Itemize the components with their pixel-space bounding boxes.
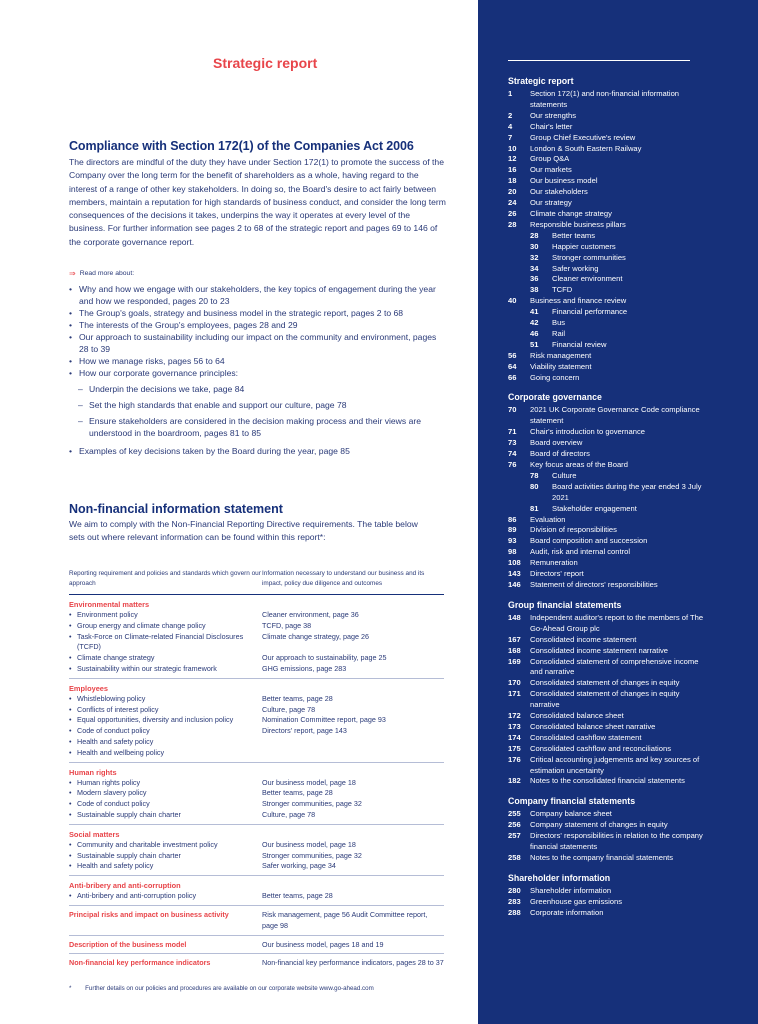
toc-item[interactable]	[508, 176, 708, 187]
toc-item-label: Consolidated income statement narrative	[530, 645, 669, 655]
section-environment	[69, 595, 444, 679]
toc-item-label: Rail	[552, 328, 566, 338]
policy-cell: • Health and wellbeing policy	[69, 748, 262, 759]
toc-page-number: 2	[508, 110, 513, 120]
toc-item-label: Consolidated statement of comprehensive income and narrative	[530, 656, 699, 677]
reference-cell: Climate change strategy, page 26	[262, 631, 369, 641]
toc-item-label: Directors' responsibilities in relation to the company financial statements	[530, 831, 703, 852]
compliance-intro: The directors are mindful of the duty they have under Section 172(1) to promote the success of the Company over the long term for the benefit of shareholders as a whole, having regard to the interest of a range of other key stakeholders. In doing so, the Board's desire to act fairly between members, maintain a reputation for high standards of business conduct, and consider the long term consequences of the decisions it takes, underpins the way it operates at every level of the business. For further information see pages 2 to 68 of the strategic report and pages 69 to 146 of the corporate governance report.	[69, 157, 446, 247]
toc-item[interactable]	[508, 329, 708, 340]
sub-list-item: – Set the high standards that enable and support our culture, page 78	[69, 399, 447, 411]
toc-item[interactable]	[508, 144, 708, 155]
table-row	[69, 621, 444, 632]
toc-item[interactable]	[508, 657, 708, 679]
toc-page-number: 71	[508, 427, 517, 437]
table-row	[69, 910, 444, 932]
list-item: • The interests of the Group's employees, pages 28 and 29	[69, 319, 447, 331]
read-more-arrow-icon: ⇒	[69, 269, 76, 278]
section-business-model	[69, 936, 444, 955]
toc-item[interactable]	[508, 558, 708, 569]
toc-item[interactable]	[508, 733, 708, 744]
toc-item-label: Board overview	[530, 438, 583, 448]
toc-item[interactable]	[508, 111, 708, 122]
toc-item-label: Notes to the company financial statements	[530, 853, 674, 862]
reference-cell: TCFD, page 38	[262, 620, 312, 630]
toc-page-number: 51	[530, 339, 539, 349]
toc-item-label: Evaluation	[530, 514, 566, 524]
reference-cell: Non-financial key performance indicators, pages 28 to 37	[262, 958, 444, 968]
toc-item[interactable]	[508, 853, 708, 864]
reference-cell	[262, 737, 444, 748]
toc-page-number: 10	[508, 143, 517, 153]
toc-item-label: Culture	[552, 470, 577, 480]
section-principal-risks	[69, 906, 444, 936]
toc-page-number: 146	[508, 579, 521, 589]
reference-cell	[262, 748, 444, 759]
toc-page-number: 34	[530, 263, 539, 273]
toc-page-number: 256	[508, 820, 521, 830]
toc-page-number: 42	[530, 318, 539, 328]
toc-section-title: Group financial statements	[508, 599, 622, 610]
policy-cell: • Human rights policy	[69, 778, 262, 789]
reference-cell: Cleaner environment, page 36	[262, 610, 359, 619]
table-header	[69, 569, 444, 595]
toc-item[interactable]	[508, 547, 708, 558]
compliance-bullet-list	[69, 283, 447, 457]
policy-cell: • Anti-bribery and anti-corruption policy	[69, 891, 262, 902]
section-human-rights	[69, 763, 444, 825]
toc-item-label: Our business model	[530, 176, 598, 186]
toc-page-number: 258	[508, 853, 521, 862]
toc-item-label: Responsible business pillars	[530, 219, 626, 229]
list-item: • Examples of key decisions taken by the Board during the year, page 85	[69, 445, 447, 457]
toc-section-governance	[508, 391, 708, 590]
toc-section-title: Corporate governance	[508, 392, 602, 403]
read-more	[69, 269, 134, 278]
toc-page-number: 30	[530, 241, 539, 251]
toc-item[interactable]	[508, 613, 708, 635]
toc-page-number: 40	[508, 296, 517, 306]
toc-page-number: 255	[508, 809, 521, 819]
toc-item-label: Group Q&A	[530, 154, 570, 164]
table-row	[69, 653, 444, 664]
footnote-marker: *	[69, 985, 72, 992]
toc-page-number: 169	[508, 656, 521, 666]
toc-item-label: Greenhouse gas emissions	[530, 896, 623, 906]
toc-item[interactable]	[508, 755, 708, 777]
toc-page-number: 174	[508, 732, 521, 742]
policy-cell: • Community and charitable investment policy	[69, 840, 262, 851]
policy-cell: • Health and safety policy	[69, 737, 262, 748]
toc-page-number: 56	[508, 350, 517, 360]
policy-cell: • Whistleblowing policy	[69, 694, 262, 705]
section-head: Human rights	[69, 767, 117, 777]
toc-page-number: 78	[530, 470, 539, 480]
toc-section-title: Strategic report	[508, 76, 574, 86]
table-row	[69, 610, 444, 621]
toc-page-number: 28	[530, 230, 539, 240]
table-row	[69, 788, 444, 799]
toc-item[interactable]	[508, 209, 708, 220]
table-row	[69, 810, 444, 821]
toc-section-title: Shareholder information	[508, 872, 611, 883]
toc-item[interactable]	[508, 253, 708, 264]
toc-item-label: Better teams	[552, 230, 596, 240]
toc-item[interactable]	[508, 471, 708, 482]
toc-page-number: 172	[508, 711, 521, 721]
toc-item[interactable]	[508, 231, 708, 242]
policy-cell: • Equal opportunities, diversity and inclusion policy	[69, 715, 262, 726]
toc-item[interactable]	[508, 122, 708, 133]
policy-cell: • Code of conduct policy	[69, 799, 262, 810]
toc-page-number: 76	[508, 460, 517, 469]
compliance-heading: Compliance with Section 172(1) of the Companies Act 2006	[69, 139, 414, 153]
toc-page-number: 108	[508, 558, 521, 568]
table-row	[69, 726, 444, 737]
toc-item[interactable]	[508, 678, 708, 689]
toc-page-number: 168	[508, 645, 521, 655]
toc-item[interactable]	[508, 187, 708, 198]
toc-item-label: Financial performance	[552, 307, 628, 317]
toc-item-label: Our markets	[530, 165, 572, 175]
reference-cell: GHG emissions, page 283	[262, 663, 347, 673]
page-title: Strategic report	[213, 55, 318, 71]
sub-list-item: – Ensure stakeholders are considered in the decision making process and their views are understood in the boardroom, pages 81 to 85	[69, 415, 447, 439]
table-row	[69, 737, 444, 748]
toc-page-number: 36	[530, 274, 539, 284]
toc-item[interactable]	[508, 711, 708, 722]
table-row	[69, 705, 444, 716]
table-row	[69, 748, 444, 759]
toc-page-number: 16	[508, 165, 517, 175]
toc-item[interactable]	[508, 776, 708, 787]
read-more-label: Read more about:	[79, 270, 135, 277]
table-row	[69, 861, 444, 872]
toc-item-label: Safer working	[552, 263, 599, 273]
policy-cell: • Modern slavery policy	[69, 788, 262, 799]
table-row	[69, 694, 444, 705]
nfi-intro: We aim to comply with the Non-Financial Reporting Directive requirements. The table below sets out where relevant information can be found within this report*:	[69, 519, 418, 543]
reference-cell: Stronger communities, page 32	[262, 799, 362, 809]
toc-item-label: Group Chief Executive's review	[530, 132, 636, 142]
toc-page-number: 18	[508, 176, 517, 186]
toc-item-label: Key focus areas of the Board	[530, 460, 628, 469]
section-head: Environmental matters	[69, 600, 150, 609]
toc-item-label: Going concern	[530, 372, 580, 382]
toc-page-number: 38	[530, 285, 539, 295]
reference-cell: Culture, page 78	[262, 704, 316, 714]
toc-item-label: London & South Eastern Railway	[530, 143, 642, 153]
toc-item-label: Viability statement	[530, 361, 592, 371]
reference-cell: Risk management, page 56 Audit Committee report, page 98	[262, 909, 428, 930]
toc-item-label: Corporate information	[530, 907, 604, 917]
toc-item-label: Stronger communities	[552, 252, 626, 262]
table-row	[69, 715, 444, 726]
toc-item[interactable]	[508, 154, 708, 165]
toc-page-number: 1	[508, 89, 513, 98]
toc-page-number: 86	[508, 514, 517, 524]
toc-page-number: 175	[508, 743, 521, 753]
toc-item[interactable]	[508, 744, 708, 755]
toc-item-label: Consolidated cashflow and reconciliations	[530, 743, 671, 753]
toc-item-label: Independent auditor's report to the members of The Go-Ahead Group plc	[530, 612, 704, 633]
table-of-contents	[508, 75, 708, 927]
toc-item[interactable]	[508, 438, 708, 449]
policy-cell: • Health and safety policy	[69, 861, 262, 872]
list-item: • The Group's goals, strategy and business model in the strategic report, pages 2 to 68	[69, 307, 447, 319]
sub-list-item: – Underpin the decisions we take, page 84	[69, 383, 447, 395]
reference-cell: Better teams, page 28	[262, 891, 333, 901]
policy-cell: • Climate change strategy	[69, 653, 262, 664]
reference-cell: Better teams, page 28	[262, 788, 333, 798]
toc-page-number: 182	[508, 776, 521, 786]
toc-page-number: 93	[508, 536, 517, 546]
table-row	[69, 778, 444, 789]
toc-item[interactable]	[508, 264, 708, 275]
toc-item[interactable]	[508, 722, 708, 733]
toc-item-label: Consolidated income statement	[530, 634, 637, 644]
row-label: Non-financial key performance indicators	[69, 958, 211, 968]
section-employees	[69, 679, 444, 763]
reference-cell: Our approach to sustainability, page 25	[262, 653, 387, 663]
policy-cell: • Conflicts of interest policy	[69, 705, 262, 716]
toc-section-shareholder	[508, 872, 708, 919]
toc-item[interactable]	[508, 831, 708, 853]
toc-item[interactable]	[508, 296, 708, 307]
section-head: Employees	[69, 683, 109, 693]
toc-page-number: 64	[508, 361, 517, 371]
toc-item[interactable]	[508, 515, 708, 526]
toc-item-label: Our strengths	[530, 110, 577, 120]
toc-page-number: 89	[508, 525, 517, 535]
list-item: • How our corporate governance principles:	[69, 367, 447, 379]
table-row	[69, 851, 444, 862]
toc-item[interactable]	[508, 689, 708, 711]
toc-item[interactable]	[508, 482, 708, 504]
toc-item-label: Our strategy	[530, 198, 572, 208]
toc-page-number: 70	[508, 405, 517, 415]
toc-item[interactable]	[508, 809, 708, 820]
table-row	[69, 940, 444, 951]
toc-item[interactable]	[508, 340, 708, 351]
toc-item[interactable]	[508, 405, 708, 427]
toc-page-number: 80	[530, 481, 539, 491]
toc-page-number: 143	[508, 569, 521, 579]
toc-page-number: 4	[508, 121, 513, 131]
toc-item-label: Cleaner environment	[552, 274, 623, 284]
toc-item[interactable]	[508, 242, 708, 253]
toc-item-label: Board activities during the year ended 3 July 2021	[552, 481, 702, 502]
toc-item[interactable]	[508, 525, 708, 536]
toc-item-label: Board composition and succession	[530, 536, 648, 546]
toc-page-number: 7	[508, 132, 513, 142]
toc-item-label: Bus	[552, 318, 566, 328]
toc-item[interactable]	[508, 285, 708, 296]
toc-page-number: 257	[508, 831, 521, 841]
toc-page-number: 66	[508, 372, 517, 382]
toc-page-number: 173	[508, 721, 521, 731]
toc-page-number: 167	[508, 634, 521, 644]
toc-item[interactable]	[508, 460, 708, 471]
toc-item[interactable]	[508, 886, 708, 897]
nfi-table	[69, 569, 444, 972]
table-row	[69, 799, 444, 810]
toc-item[interactable]	[508, 646, 708, 657]
toc-item[interactable]	[508, 220, 708, 231]
table-row	[69, 632, 444, 654]
toc-page-number: 12	[508, 154, 517, 164]
row-label: Description of the business model	[69, 939, 187, 949]
toc-item-label: Company statement of changes in equity	[530, 820, 668, 830]
toc-item-label: Division of responsibilities	[530, 525, 617, 535]
toc-item-label: Happier customers	[552, 241, 616, 251]
toc-item-label: TCFD	[552, 285, 573, 295]
contents-divider	[508, 60, 690, 61]
list-item: • Our approach to sustainability including our impact on the community and environment, pages 28 to 39	[69, 331, 447, 355]
reference-cell: Directors' report, page 143	[262, 726, 347, 736]
toc-item[interactable]	[508, 318, 708, 329]
toc-page-number: 74	[508, 449, 517, 459]
toc-item[interactable]	[508, 908, 708, 919]
table-row	[69, 891, 444, 902]
toc-item-label: Consolidated statement of changes in equity	[530, 678, 680, 688]
toc-page-number: 28	[508, 219, 517, 229]
policy-cell: • Task-Force on Climate-related Financial Disclosures (TCFD)	[69, 632, 262, 654]
toc-section-group	[508, 599, 708, 788]
toc-item[interactable]	[508, 635, 708, 646]
toc-page-number: 20	[508, 187, 517, 197]
reference-cell: Our business model, page 18	[262, 777, 356, 787]
row-label: Principal risks and impact on business activity	[69, 909, 229, 919]
toc-item[interactable]	[508, 536, 708, 547]
toc-item-label: Chair's introduction to governance	[530, 427, 646, 437]
toc-page-number: 26	[508, 208, 517, 218]
toc-item[interactable]	[508, 362, 708, 373]
table-row	[69, 958, 444, 969]
toc-item-label: Consolidated cashflow statement	[530, 732, 642, 742]
toc-item-label: Statement of directors' responsibilities	[530, 579, 658, 589]
toc-item-label: Audit, risk and internal control	[530, 547, 631, 557]
toc-page-number: 73	[508, 438, 517, 448]
toc-page-number: 170	[508, 678, 521, 688]
toc-page-number: 280	[508, 885, 521, 895]
reference-cell: Nomination Committee report, page 93	[262, 715, 386, 725]
toc-item-label: Climate change strategy	[530, 208, 612, 218]
toc-item[interactable]	[508, 373, 708, 384]
toc-page-number: 283	[508, 896, 521, 906]
toc-item-label: Consolidated balance sheet	[530, 711, 624, 721]
reference-cell: Stronger communities, page 32	[262, 850, 362, 860]
col1-header: Reporting requirement and policies and standards which govern our approach	[69, 570, 261, 587]
reference-cell: Safer working, page 34	[262, 861, 336, 871]
toc-item-label: Stakeholder engagement	[552, 503, 637, 513]
toc-item-label: Critical accounting judgements and key sources of estimation uncertainty	[530, 754, 700, 775]
toc-page-number: 171	[508, 689, 521, 699]
toc-section-title: Company financial statements	[508, 796, 636, 807]
section-kpi	[69, 954, 444, 972]
toc-item-label: Our stakeholders	[530, 187, 588, 197]
policy-cell: • Sustainable supply chain charter	[69, 851, 262, 862]
toc-item[interactable]	[508, 133, 708, 144]
toc-section-strategic	[508, 75, 708, 383]
toc-page-number: 148	[508, 612, 521, 622]
policy-cell: • Code of conduct policy	[69, 726, 262, 737]
toc-page-number: 81	[530, 503, 539, 513]
toc-page-number: 288	[508, 907, 521, 917]
toc-item-label: Board of directors	[530, 449, 590, 459]
toc-item-label: Remuneration	[530, 558, 578, 568]
table-row	[69, 664, 444, 675]
policy-cell: • Sustainable supply chain charter	[69, 810, 262, 821]
section-head: Anti-bribery and anti-corruption	[69, 881, 181, 891]
toc-page-number: 41	[530, 307, 539, 317]
toc-item-label: Consolidated statement of changes in equity narrative	[530, 689, 680, 710]
toc-section-company	[508, 795, 708, 864]
policy-cell: • Environment policy	[69, 610, 262, 621]
nfi-heading: Non-financial information statement	[69, 502, 283, 516]
toc-item[interactable]	[508, 580, 708, 591]
toc-page-number: 176	[508, 754, 521, 764]
toc-page-number: 32	[530, 252, 539, 262]
list-item: • Why and how we engage with our stakeholders, the key topics of engagement during the year and how we responded, pages 20 to 23	[69, 283, 447, 307]
toc-item[interactable]	[508, 820, 708, 831]
toc-item[interactable]	[508, 274, 708, 285]
toc-item[interactable]	[508, 351, 708, 362]
toc-item[interactable]	[508, 427, 708, 438]
toc-item[interactable]	[508, 89, 708, 111]
list-item: • How we manage risks, pages 56 to 64	[69, 355, 447, 367]
reference-cell: Our business model, page 18	[262, 839, 356, 849]
toc-page-number: 24	[508, 198, 517, 208]
toc-page-number: 46	[530, 328, 539, 338]
section-head: Social matters	[69, 829, 120, 839]
toc-item-label: Shareholder information	[530, 885, 612, 895]
toc-item-label: 2021 UK Corporate Governance Code compliance statement	[530, 405, 700, 426]
reference-cell: Better teams, page 28	[262, 693, 333, 703]
toc-item-label: Consolidated balance sheet narrative	[530, 721, 656, 731]
toc-item-label: Financial review	[552, 339, 607, 349]
footnote-text: Further details on our policies and procedures are available on our corporate website www.go-ahead.com	[85, 985, 374, 992]
toc-item-label: Directors' report	[530, 569, 584, 579]
toc-item-label: Business and finance review	[530, 296, 627, 306]
reference-cell: Culture, page 78	[262, 809, 316, 819]
footnote	[69, 985, 374, 992]
toc-item-label: Company balance sheet	[530, 809, 612, 819]
toc-item-label: Notes to the consolidated financial statements	[530, 776, 685, 786]
section-anti-bribery	[69, 876, 444, 906]
toc-item[interactable]	[508, 569, 708, 580]
toc-item-label: Risk management	[530, 350, 592, 360]
toc-item[interactable]	[508, 198, 708, 209]
reference-cell: Our business model, pages 18 and 19	[262, 939, 384, 949]
col2-header: Information necessary to understand our business and its impact, policy due diligence and outcomes	[262, 570, 425, 587]
toc-page-number: 98	[508, 547, 517, 557]
policy-cell: • Group energy and climate change policy	[69, 621, 262, 632]
toc-item[interactable]	[508, 504, 708, 515]
table-row	[69, 840, 444, 851]
policy-cell: • Sustainability within our strategic framework	[69, 664, 262, 675]
toc-item-label: Section 172(1) and non-financial information statements	[530, 89, 680, 109]
toc-item[interactable]	[508, 307, 708, 318]
toc-item[interactable]	[508, 165, 708, 176]
toc-item[interactable]	[508, 449, 708, 460]
toc-item[interactable]	[508, 897, 708, 908]
section-social	[69, 825, 444, 876]
toc-item-label: Chair's letter	[530, 121, 573, 131]
